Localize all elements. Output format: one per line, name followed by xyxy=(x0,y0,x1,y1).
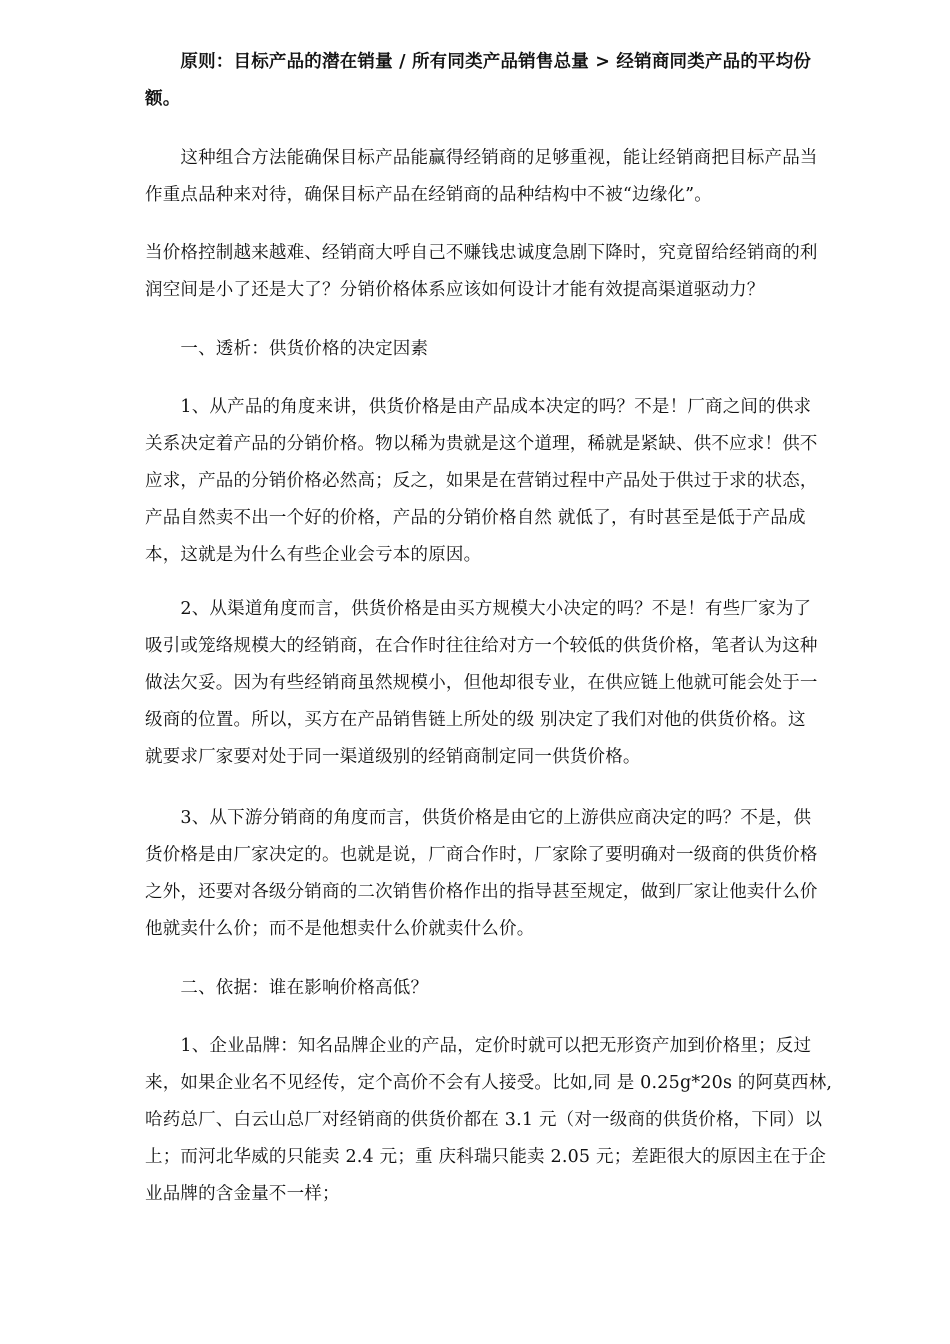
point-1-3-line-2: 货价格是由厂家决定的。也就是说，厂商合作时，厂家除了要明确对一级商的供货价格 xyxy=(145,845,818,865)
point-1-2-line-4: 级商的位置。所以，买方在产品销售链上所处的级 别决定了我们对他的供货价格。这 xyxy=(145,710,806,730)
section-heading-2-text: 二、依据：谁在影响价格高低？ xyxy=(145,978,429,998)
question-line-2: 润空间是小了还是大了？分销价格体系应该如何设计才能有效提高渠道驱动力？ xyxy=(145,280,765,300)
point-1-2-line-3: 做法欠妥。因为有些经销商虽然规模小，但他却很专业，在供应链上他就可能会处于一 xyxy=(145,673,818,693)
point-2-1-line-5: 业品牌的含金量不一样； xyxy=(145,1184,340,1204)
point-1-1-line-2: 关系决定着产品的分销价格。物以稀为贵就是这个道理，稀就是紧缺、供不应求！供不 xyxy=(145,434,818,454)
point-1-1-paragraph xyxy=(145,389,873,574)
point-1-3-line-3: 之外，还要对各级分销商的二次销售价格作出的指导甚至规定，做到厂家让他卖什么价 xyxy=(145,882,818,902)
point-1-2-line-2: 吸引或笼络规模大的经销商，在合作时往往给对方一个较低的供货价格，笔者认为这种 xyxy=(145,636,818,656)
principle-line-1: 原则：目标产品的潜在销量 / 所有同类产品销售总量 > 经销商同类产品的平均份 xyxy=(145,52,812,72)
point-1-1-line-5: 本，这就是为什么有些企业会亏本的原因。 xyxy=(145,545,482,565)
point-1-1-line-1: 1、从产品的角度来讲，供货价格是由产品成本决定的吗？不是！厂商之间的供求 xyxy=(145,397,812,417)
point-2-1-line-1: 1、企业品牌：知名品牌企业的产品，定价时就可以把无形资产加到价格里；反过 xyxy=(145,1036,812,1056)
point-1-2-line-5: 就要求厂家要对处于同一渠道级别的经销商制定同一供货价格。 xyxy=(145,747,641,767)
point-1-2-line-1: 2、从渠道角度而言，供货价格是由买方规模大小决定的吗？不是！有些厂家为了 xyxy=(145,599,812,619)
combination-paragraph xyxy=(145,140,873,214)
section-heading-1-text: 一、透析：供货价格的决定因素 xyxy=(145,339,429,359)
point-2-1-line-3: 哈药总厂、白云山总厂对经销商的供货价都在 3.1 元（对一级商的供货价格，下同）以 xyxy=(145,1110,823,1130)
point-1-1-line-3: 应求，产品的分销价格必然高；反之，如果是在营销过程中产品处于供过于求的状态， xyxy=(145,471,818,491)
point-1-3-paragraph xyxy=(145,800,873,948)
question-line-1: 当价格控制越来越难、经销商大呼自己不赚钱忠诚度急剧下降时，究竟留给经销商的利 xyxy=(145,243,818,263)
point-2-1-line-4: 上；而河北华威的只能卖 2.4 元；重 庆科瑞只能卖 2.05 元；差距很大的原因主在于企 xyxy=(145,1147,827,1167)
point-1-1-line-4: 产品自然卖不出一个好的价格，产品的分销价格自然 就低了，有时甚至是低于产品成 xyxy=(145,508,806,528)
point-2-1-paragraph xyxy=(145,1028,873,1213)
combination-line-2: 作重点品种来对待，确保目标产品在经销商的品种结构中不被“边缘化”。 xyxy=(145,185,712,205)
question-paragraph xyxy=(145,235,873,309)
principle-paragraph xyxy=(145,44,873,118)
combination-line-1: 这种组合方法能确保目标产品能赢得经销商的足够重视，能让经销商把目标产品当 xyxy=(145,148,818,168)
point-1-3-line-4: 他就卖什么价；而不是他想卖什么价就卖什么价。 xyxy=(145,919,535,939)
principle-line-2: 额。 xyxy=(145,89,181,109)
point-1-3-line-1: 3、从下游分销商的角度而言，供货价格是由它的上游供应商决定的吗？不是，供 xyxy=(145,808,812,828)
section-heading-1 xyxy=(145,331,873,368)
point-1-2-paragraph xyxy=(145,591,873,776)
point-2-1-line-2: 来，如果企业名不见经传，定个高价不会有人接受。比如,同 是 0.25g*20s 的阿莫西林, xyxy=(145,1073,833,1093)
section-heading-2 xyxy=(145,970,873,1007)
